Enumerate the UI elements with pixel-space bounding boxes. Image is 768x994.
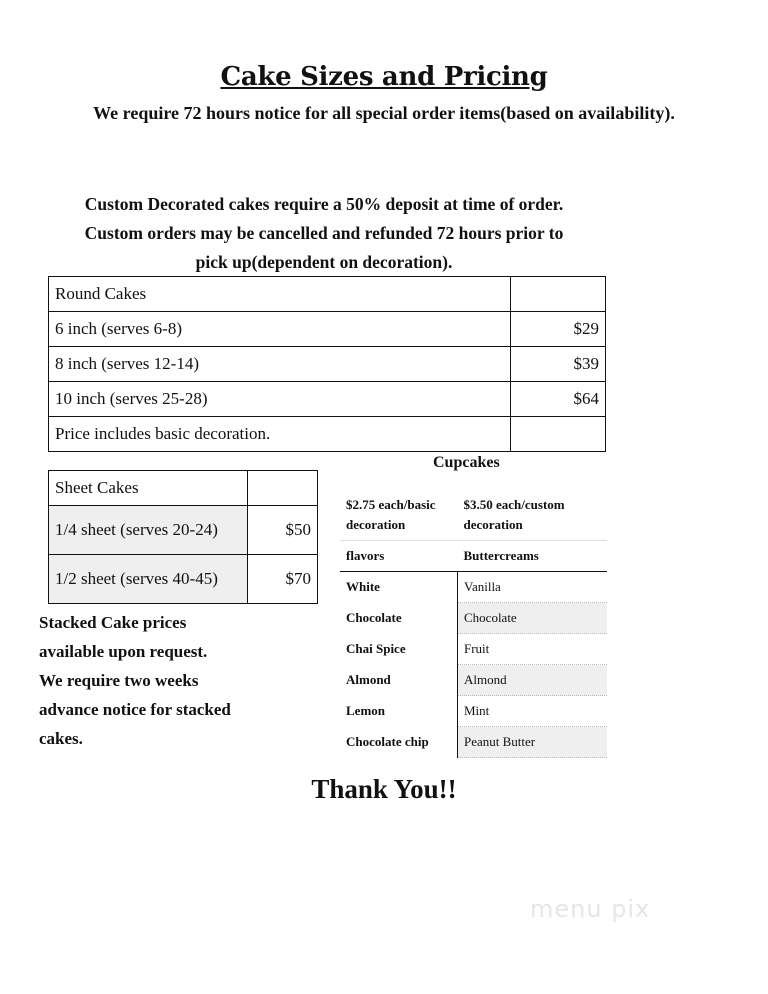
cupcake-price-custom: $3.50 each/custom decoration: [458, 490, 608, 541]
table-row: [340, 696, 607, 727]
table-row: [340, 727, 607, 758]
thank-you-text: Thank You!!: [311, 774, 457, 804]
cupcake-flavor: Lemon: [346, 703, 385, 718]
sheet-cake-size: 1/4 sheet (serves 20-24): [49, 506, 248, 555]
round-cake-price: $64: [511, 382, 606, 417]
table-row: [340, 572, 607, 603]
table-row: [340, 603, 607, 634]
round-cakes-header: Round Cakes: [49, 277, 511, 312]
table-row: [49, 277, 606, 312]
menupix-watermark: menu pix: [530, 895, 651, 923]
sheet-cake-size: 1/2 sheet (serves 40-45): [49, 555, 248, 604]
table-row: [49, 417, 606, 452]
sheet-cakes-table: [48, 470, 318, 604]
round-cakes-note: Price includes basic decoration.: [49, 417, 511, 452]
table-row: [49, 506, 318, 555]
round-cake-size: 8 inch (serves 12-14): [49, 347, 511, 382]
cupcake-buttercream: Fruit: [458, 634, 608, 665]
cupcake-buttercream: Chocolate: [458, 603, 608, 634]
table-row: [49, 347, 606, 382]
cupcake-flavor: Almond: [346, 672, 391, 687]
sheet-cake-price: $70: [248, 555, 318, 604]
round-cake-size: 10 inch (serves 25-28): [49, 382, 511, 417]
notice-text: We require 72 hours notice for all special order items(based on availability).: [93, 103, 675, 123]
stacked-line-5: cakes.: [39, 729, 83, 748]
table-row: [49, 382, 606, 417]
table-row: [340, 490, 607, 541]
cupcake-flavor: White: [346, 579, 380, 595]
cupcake-flavor: Chocolate: [346, 610, 402, 625]
cupcakes-table: [340, 490, 607, 758]
stacked-line-3: We require two weeks: [39, 671, 199, 690]
cupcake-buttercream: Mint: [458, 696, 608, 727]
cupcake-buttercream: Peanut Butter: [458, 727, 608, 758]
cupcake-price-basic: $2.75 each/basic decoration: [340, 490, 458, 541]
stacked-cake-note: [39, 608, 289, 753]
deposit-policy: [24, 190, 624, 277]
col-flavors: flavors: [340, 541, 458, 572]
deposit-line-1: Custom Decorated cakes require a 50% deposit at time of order.: [84, 194, 564, 214]
page-title: Cake Sizes and Pricing: [220, 62, 548, 92]
round-cake-price: $39: [511, 347, 606, 382]
cupcake-buttercream: Almond: [458, 665, 608, 696]
table-row: [49, 555, 318, 604]
stacked-line-1: Stacked Cake prices: [39, 613, 187, 632]
deposit-line-3: pick up(dependent on decoration).: [195, 252, 453, 272]
table-row: [340, 665, 607, 696]
table-row: [49, 471, 318, 506]
cupcake-flavor: Chai Spice: [346, 641, 406, 656]
stacked-line-2: available upon request.: [39, 642, 208, 661]
deposit-line-2: Custom orders may be cancelled and refunded 72 hours prior to: [84, 223, 564, 243]
sheet-cakes-header: Sheet Cakes: [49, 471, 248, 506]
table-row: [49, 312, 606, 347]
stacked-line-4: advance notice for stacked: [39, 700, 231, 719]
cupcakes-title: Cupcakes: [433, 454, 500, 471]
sheet-cake-price: $50: [248, 506, 318, 555]
round-cake-size: 6 inch (serves 6-8): [49, 312, 511, 347]
col-buttercreams: Buttercreams: [458, 541, 608, 572]
cupcake-flavor: Chocolate chip: [346, 734, 429, 749]
round-cake-price: $29: [511, 312, 606, 347]
table-row: [340, 634, 607, 665]
cupcake-buttercream: Vanilla: [458, 572, 608, 603]
table-row: [340, 541, 607, 572]
round-cakes-table: [48, 276, 606, 452]
